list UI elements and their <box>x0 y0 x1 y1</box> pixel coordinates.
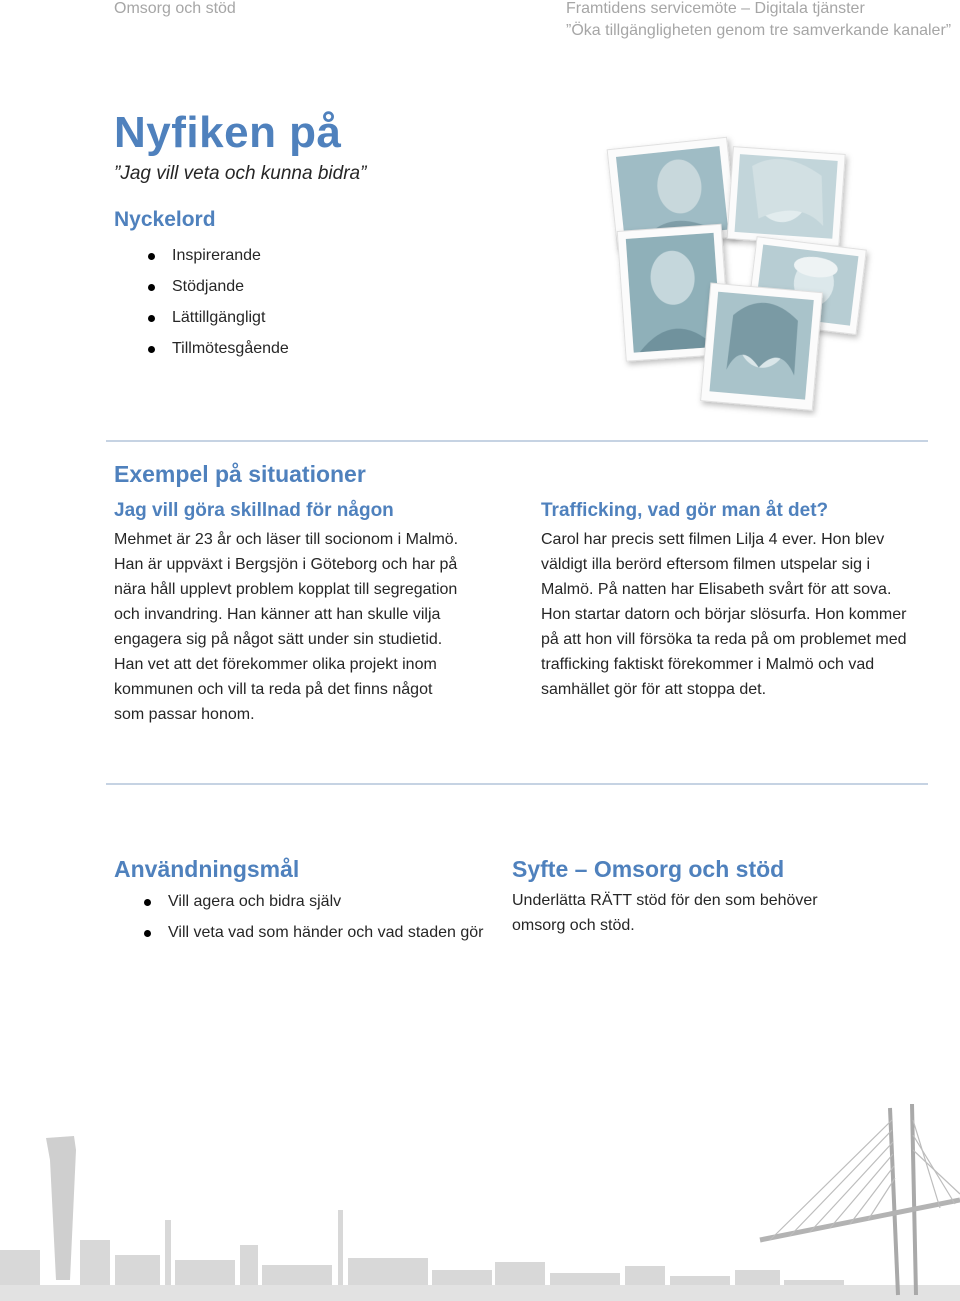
text-line: som passar honom. <box>114 706 255 723</box>
text-line: Mehmet är 23 år och läser till socionom i Malmö. <box>114 531 459 548</box>
header-project-title <box>566 0 951 42</box>
text-line: engagera sig på något sätt under sin studietid. <box>114 631 443 648</box>
situation-right-text <box>541 527 951 702</box>
usage-heading: Användningsmål <box>114 856 300 882</box>
header-section-label: Omsorg och stöd <box>114 0 236 17</box>
usage-list <box>168 891 483 953</box>
text-line: Underlätta RÄTT stöd för den som behöver <box>512 892 818 909</box>
city-skyline-illustration <box>0 1090 960 1301</box>
purpose-heading: Syfte – Omsorg och stöd <box>512 856 785 882</box>
keyword-item: Stödjande <box>172 276 289 307</box>
page-title: Nyfiken på <box>114 108 342 157</box>
text-line: och invandring. Han känner att han skulle vilja <box>114 606 441 623</box>
purpose-text <box>512 888 932 938</box>
header-title-line-2: ”Öka tillgängligheten genom tre samverkande kanaler” <box>566 22 952 39</box>
header-title-line-1: Framtidens servicemöte – Digitala tjänster <box>566 0 865 17</box>
text-line: väldigt illa berörd eftersom filmen utspelar sig i <box>541 556 871 573</box>
keywords-heading: Nyckelord <box>114 208 216 231</box>
text-line: Hon startar datorn och börjar slösurfa. Hon kommer <box>541 606 907 623</box>
text-line: på att hon vill försöka ta reda på om problemet med <box>541 631 907 648</box>
keywords-list <box>172 245 289 369</box>
situation-left-text <box>114 527 514 727</box>
photo-girl <box>701 283 823 410</box>
keyword-item: Tillmötesgående <box>172 338 289 369</box>
photo-woman-blonde <box>727 147 845 247</box>
situation-right-heading: Trafficking, vad gör man åt det? <box>541 500 829 521</box>
usage-item: Vill agera och bidra själv <box>168 891 483 922</box>
persona-quote: ”Jag vill veta och kunna bidra” <box>114 163 367 184</box>
text-line: nära håll upplevt problem kopplat till segregation <box>114 581 458 598</box>
section-divider <box>106 783 928 785</box>
text-line: Carol har precis sett filmen Lilja 4 ever. Hon blev <box>541 531 885 548</box>
text-line: Han vet att det förekommer olika projekt inom <box>114 656 437 673</box>
text-line: kommunen och vill ta reda på det finns något <box>114 681 433 698</box>
keyword-item: Lättillgängligt <box>172 307 289 338</box>
keyword-item: Inspirerande <box>172 245 289 276</box>
situations-heading: Exempel på situationer <box>114 461 366 487</box>
persona-photo-collage <box>600 128 890 418</box>
text-line: Malmö. På natten har Elisabeth svårt för att sova. <box>541 581 892 598</box>
text-line: Han är uppväxt i Bergsjön i Göteborg och har på <box>114 556 458 573</box>
text-line: trafficking faktiskt förekommer i Malmö och vad <box>541 656 875 673</box>
section-divider <box>106 440 928 442</box>
situation-left-heading: Jag vill göra skillnad för någon <box>114 500 394 521</box>
text-line: samhället gör för att stoppa det. <box>541 681 767 698</box>
usage-item: Vill veta vad som händer och vad staden gör <box>168 922 483 953</box>
text-line: omsorg och stöd. <box>512 917 635 934</box>
